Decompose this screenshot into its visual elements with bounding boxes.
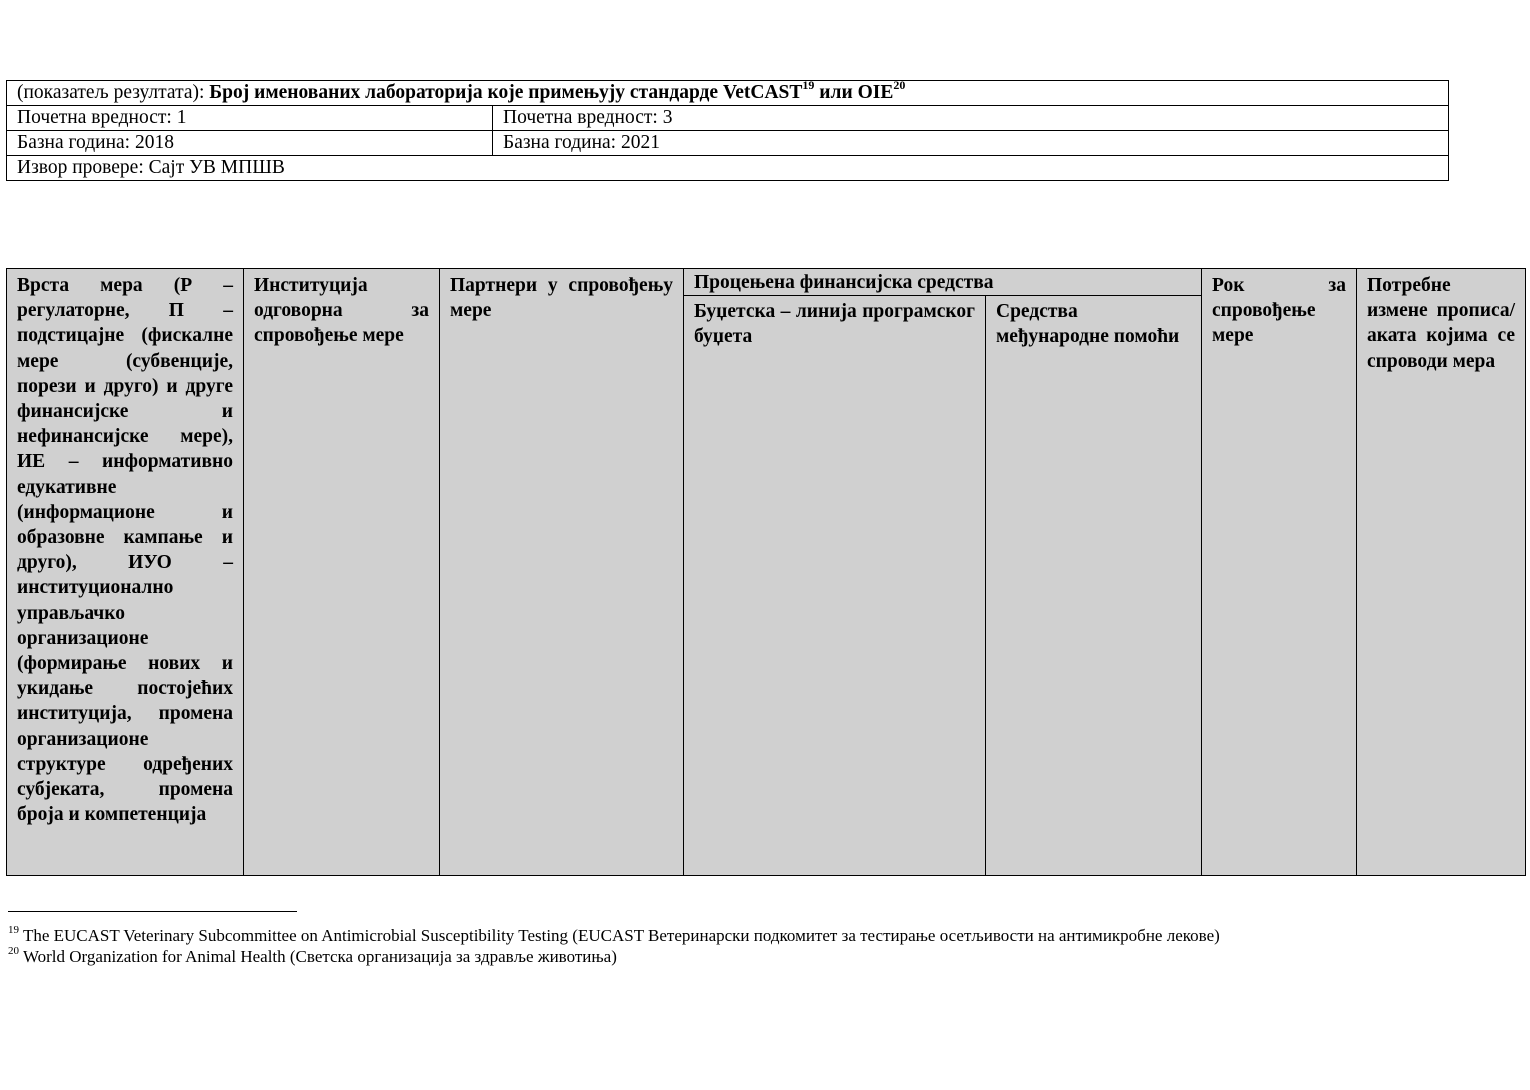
measures-table [6,268,1526,876]
baseline-row [7,106,1449,131]
baseline-left: Почетна вредност: 1 [7,106,493,131]
indicator-table [6,77,1449,181]
col-measure-type: Врста мера (Р – регулаторне, П – подстицајне (фискалне мере (субвенције, порези и друго) и друге финансијске и нефинансијске мере), ИЕ – информативно едукативне (информационе и образовне кампање и друго), ИУО – институционално управљачко организационе (формирање нових и укидање постојећих институција, промена организационе структуре одређених субјеката, промена броја и компетенција [7,269,244,876]
indicator-prefix: (показатељ резултата): [17,82,210,103]
col-international-aid: Средства међународне помоћи [986,296,1202,876]
indicator-title-cell [7,77,1449,106]
footnote-separator [8,911,297,912]
col-deadline: Рок за спровођење мере [1202,269,1357,876]
col-regulation-changes: Потребне измене прописа/аката којима се спроводи мера [1357,269,1526,876]
indicator-title-text: Број именованих лабораторија које примењују стандарде VetCAST [209,82,803,103]
indicator-title-row [7,81,1449,106]
source-cell: Извор провере: Сајт УВ МПШВ [7,156,1449,181]
base-year-row [7,131,1449,156]
footnote-text: The EUCAST Veterinary Subcommittee on Antimicrobial Susceptibility Testing (EUCAST Ветеринарски подкомитет за тестирање осетљивости на антимикробне лекове) [19,926,1220,945]
footnote-19 [8,925,1220,946]
footnote-ref-19: 19 [802,77,815,92]
source-row [7,156,1449,181]
footnote-number: 19 [8,924,19,937]
footnote-20 [8,946,1220,967]
indicator-title [209,77,906,103]
col-institution: Институција одговорна за спровођење мере [244,269,440,876]
footnotes [8,925,1220,967]
col-budget-line: Буџетска – линија програмског буџета [684,296,986,876]
indicator-or-text: или OIE [814,82,894,103]
col-partners: Партнери у спровођењу мере [440,269,684,876]
footnote-number: 20 [8,945,19,958]
footnote-text: World Organization for Animal Health (Светска организација за здравље животиња) [19,947,617,966]
base-year-right: Базна година: 2021 [493,131,1449,156]
measures-header-row-1 [7,269,1526,296]
base-year-left: Базна година: 2018 [7,131,493,156]
col-estimated-finance: Процењена финансијска средства [684,269,1202,296]
footnote-ref-20: 20 [893,77,906,92]
baseline-right: Почетна вредност: 3 [493,106,1449,131]
